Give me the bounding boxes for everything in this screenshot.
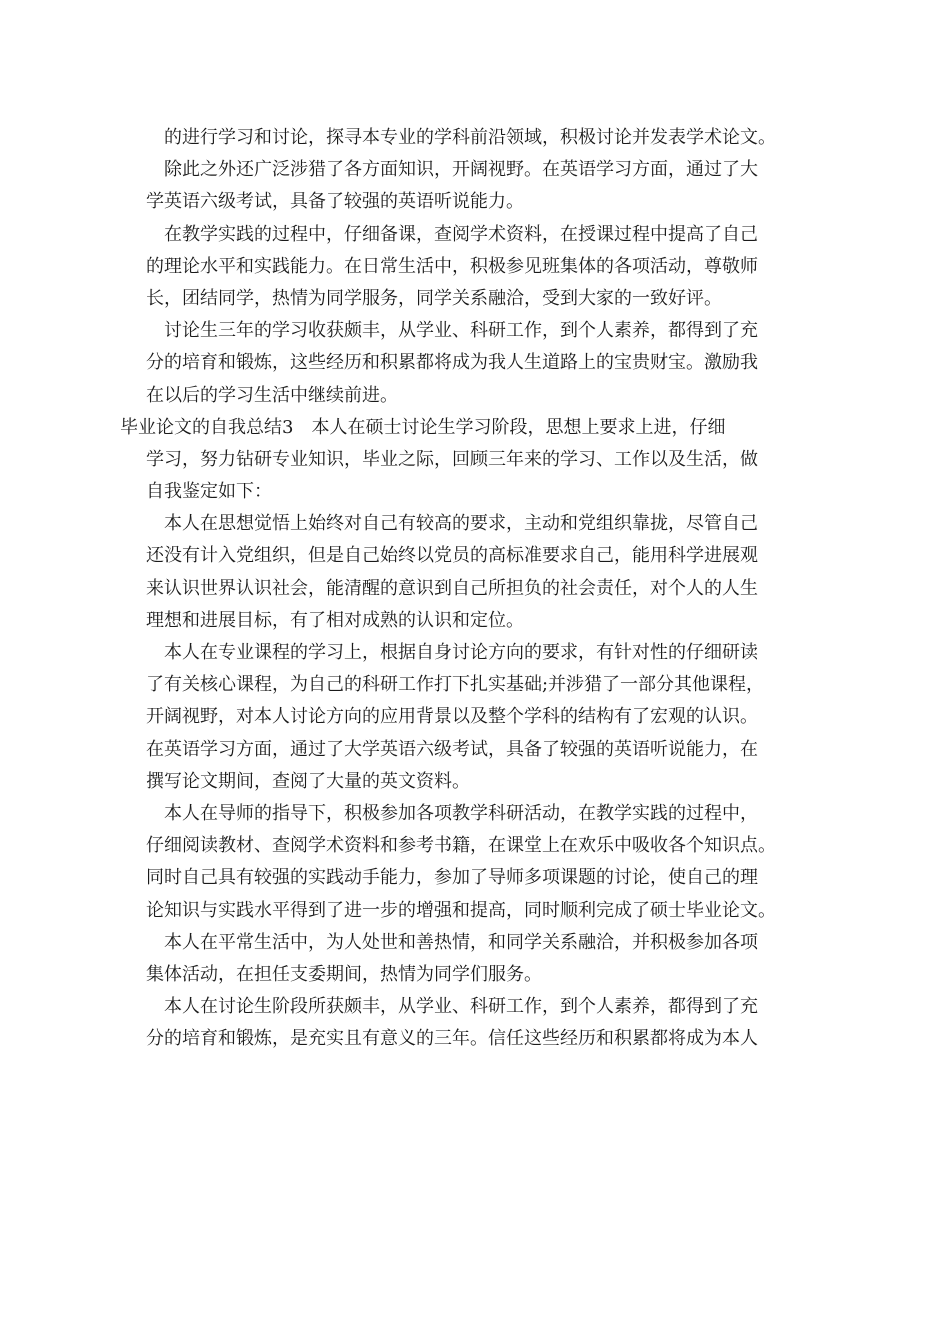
text-line: 本人在导师的指导下，积极参加各项教学科研活动，在教学实践的过程中， [164,802,758,824]
text-line: 集体活动，在担任支委期间，热情为同学们服务。 [146,963,542,985]
text-line: 了有关核心课程，为自己的科研工作打下扎实基础;并涉猎了一部分其他课程， [146,674,765,696]
text-line: 开阔视野，对本人讨论方向的应用背景以及整个学科的结构有了宏观的认识。 [146,706,758,728]
text-line: 除此之外还广泛涉猎了各方面知识，开阔视野。在英语学习方面，通过了大 [164,159,758,181]
text-line: 长，团结同学，热情为同学服务，同学关系融洽，受到大家的一致好评。 [146,287,722,309]
text-line: 的理论水平和实践能力。在日常生活中，积极参见班集体的各项活动，尊敬师 [146,255,758,277]
text-line: 学习，努力钻研专业知识，毕业之际，回顾三年来的学习、工作以及生活，做 [146,448,758,470]
body-text [120,122,811,1055]
text-line: 在以后的学习生活中继续前进。 [146,384,398,406]
text-line: 本人在平常生活中，为人处世和善热情，和同学关系融洽，并积极参加各项 [164,931,758,953]
text-line: 论知识与实践水平得到了进一步的增强和提高，同时顺利完成了硕士毕业论文。 [146,899,776,921]
text-line: 本人在思想觉悟上始终对自己有较高的要求，主动和党组织靠拢，尽管自己 [164,513,758,535]
text-line: 毕业论文的自我总结3 本人在硕士讨论生学习阶段，思想上要求上进，仔细 [120,416,726,438]
text-line: 撰写论文期间，查阅了大量的英文资料。 [146,770,470,792]
text-line: 讨论生三年的学习收获颇丰，从学业、科研工作，到个人素养，都得到了充 [164,320,758,342]
text-line: 本人在讨论生阶段所获颇丰，从学业、科研工作，到个人素养，都得到了充 [164,996,758,1018]
text-line: 自我鉴定如下： [146,481,272,503]
text-line: 来认识世界认识社会，能清醒的意识到自己所担负的社会责任，对个人的人生 [146,577,758,599]
text-line: 本人在专业课程的学习上，根据自身讨论方向的要求，有针对性的仔细研读 [164,642,758,663]
text-line: 还没有计入党组织，但是自己始终以党员的高标准要求自己，能用科学进展观 [146,545,758,567]
text-line: 学英语六级考试，具备了较强的英语听说能力。 [146,191,524,213]
text-line: 分的培育和锻炼，这些经历和积累都将成为我人生道路上的宝贵财宝。激励我 [146,352,758,374]
text-line: 仔细阅读教材、查阅学术资料和参考书籍，在课堂上在欢乐中吸收各个知识点。 [146,835,776,857]
text-line: 同时自己具有较强的实践动手能力，参加了导师多项课题的讨论，使自己的理 [146,867,758,889]
text-line: 理想和进展目标，有了相对成熟的认识和定位。 [146,609,524,631]
text-line: 在英语学习方面，通过了大学英语六级考试，具备了较强的英语听说能力，在 [146,738,758,760]
text-line: 在教学实践的过程中，仔细备课，查阅学术资料，在授课过程中提高了自己 [164,223,758,245]
text-line: 的进行学习和讨论，探寻本专业的学科前沿领域，积极讨论并发表学术论文。 [164,127,776,148]
text-line: 分的培育和锻炼，是充实且有意义的三年。信任这些经历和积累都将成为本人 [146,1028,758,1050]
